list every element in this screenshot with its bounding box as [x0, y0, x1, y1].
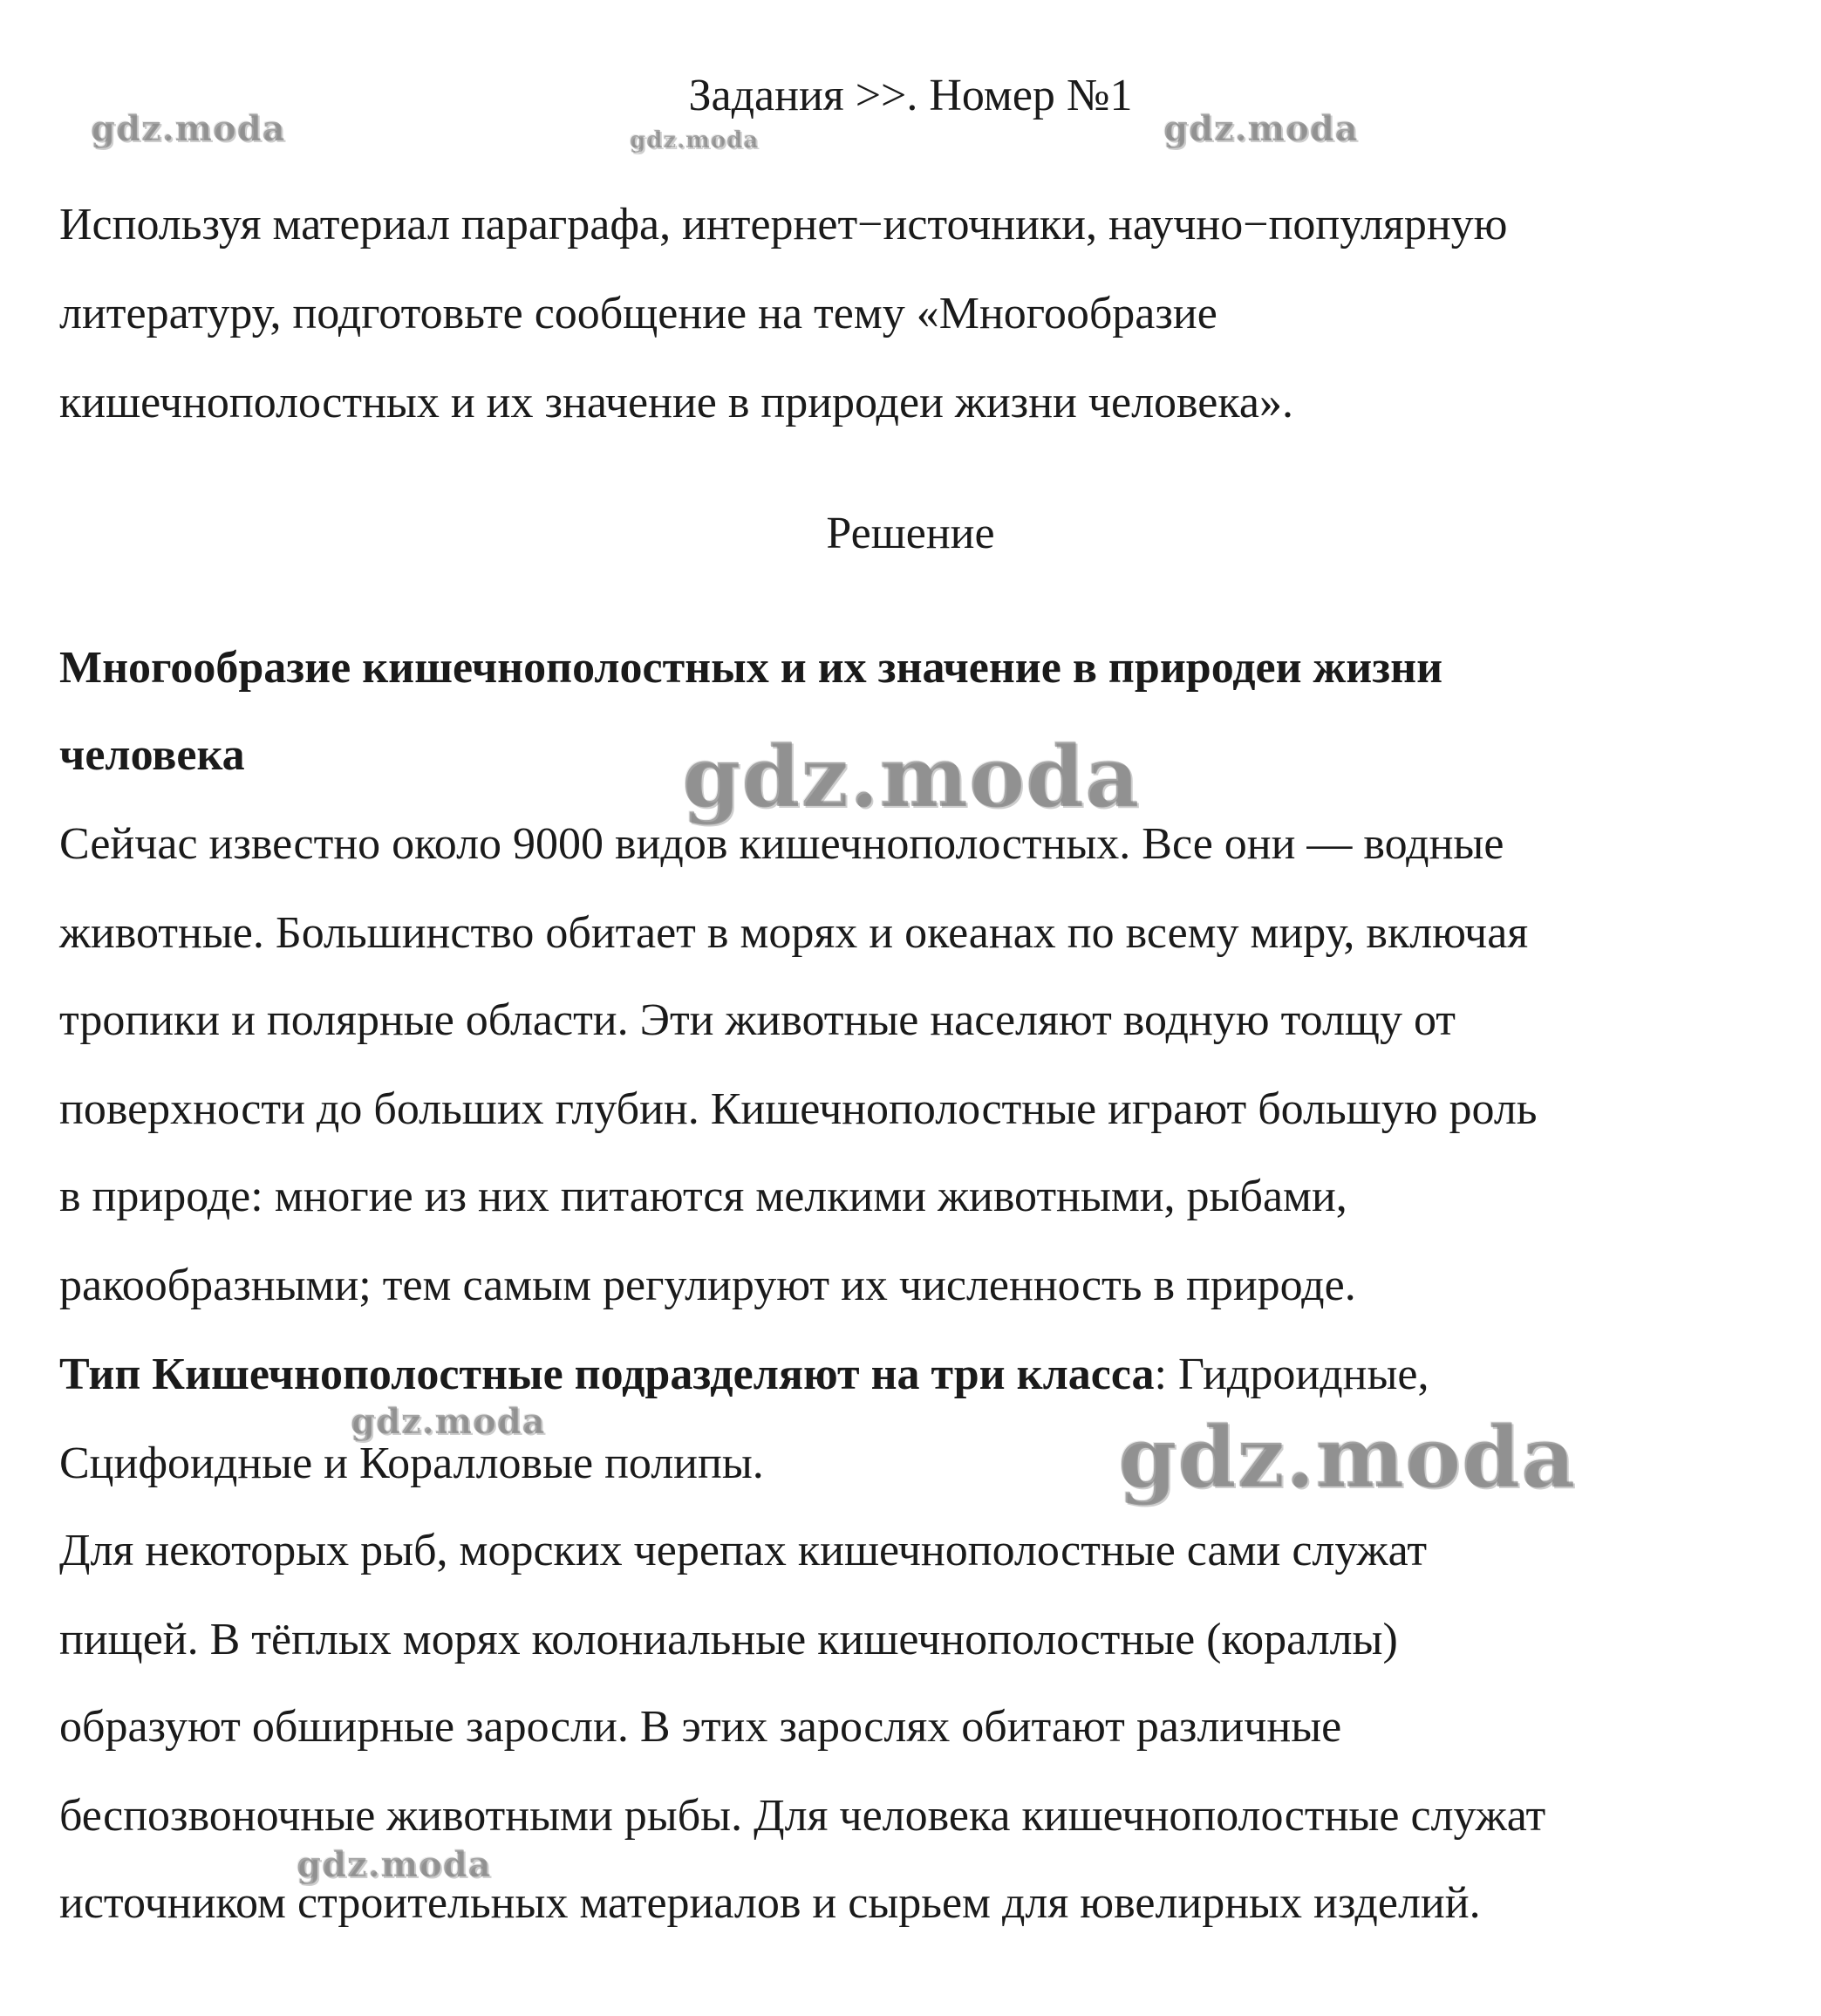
classes-rest-text: : Гидроидные,: [1154, 1350, 1429, 1399]
paragraph-2-line-3: образуют обширные заросли. В этих зарослях обитают различные: [59, 1702, 1342, 1752]
classes-line-2: Сцифоидные и Коралловые полипы.: [59, 1439, 764, 1488]
classes-line-1: [59, 1349, 1429, 1401]
watermark-logo: gdz.moda: [351, 1401, 546, 1442]
task-line-3: кишечнополостных и их значение в природеи жизни человека».: [59, 378, 1293, 427]
paragraph-1-line-2: животные. Большинство обитает в морях и океанах по всему миру, включая: [59, 908, 1529, 958]
classes-bold-text: Тип Кишечнополостные подразделяют на три класса: [59, 1350, 1155, 1399]
paragraph-2-line-5: источником строительных материалов и сырьем для ювелирных изделий.: [59, 1878, 1481, 1928]
solution-heading: Решение: [826, 509, 995, 558]
paragraph-2-line-4: беспозвоночные животными рыбы. Для человека кишечнополостные служат: [59, 1791, 1546, 1841]
watermark-logo: gdz.moda: [1163, 108, 1359, 149]
paragraph-1-line-1: Сейчас известно около 9000 видов кишечнополостных. Все они — водные: [59, 819, 1504, 869]
paragraph-1-line-3: тропики и полярные области. Эти животные населяют водную толщу от: [59, 995, 1456, 1045]
watermark-logo: gdz.moda: [297, 1844, 492, 1885]
paragraph-1-line-6: ракообразными; тем самым регулируют их численность в природе.: [59, 1261, 1356, 1310]
task-line-2: литературу, подготовьте сообщение на тему «Многообразие: [59, 289, 1217, 338]
paragraph-1-line-4: поверхности до больших глубин. Кишечнополостные играют большую роль: [59, 1084, 1538, 1134]
solution-subtitle-line-1: Многообразие кишечнополостных и их значение в природеи жизни: [59, 643, 1443, 693]
watermark-logo: gdz.moda: [630, 127, 760, 154]
solution-subtitle-line-2: человека: [59, 730, 245, 780]
paragraph-2-line-1: Для некоторых рыб, морских черепах кишечнополостные сами служат: [59, 1526, 1428, 1575]
paragraph-1-line-5: в природе: многие из них питаются мелкими животными, рыбами,: [59, 1172, 1347, 1221]
watermark-logo: gdz.moda: [91, 108, 286, 149]
watermark-logo: gdz.moda: [1118, 1408, 1577, 1507]
paragraph-2-line-2: пищей. В тёплых морях колониальные кишечнополостные (кораллы): [59, 1615, 1398, 1664]
page-title: Задания >>. Номер №1: [688, 71, 1133, 120]
watermark-logo: gdz.moda: [682, 728, 1141, 826]
task-line-1: Используя материал параграфа, интернет−источники, научно−популярную: [59, 200, 1508, 249]
